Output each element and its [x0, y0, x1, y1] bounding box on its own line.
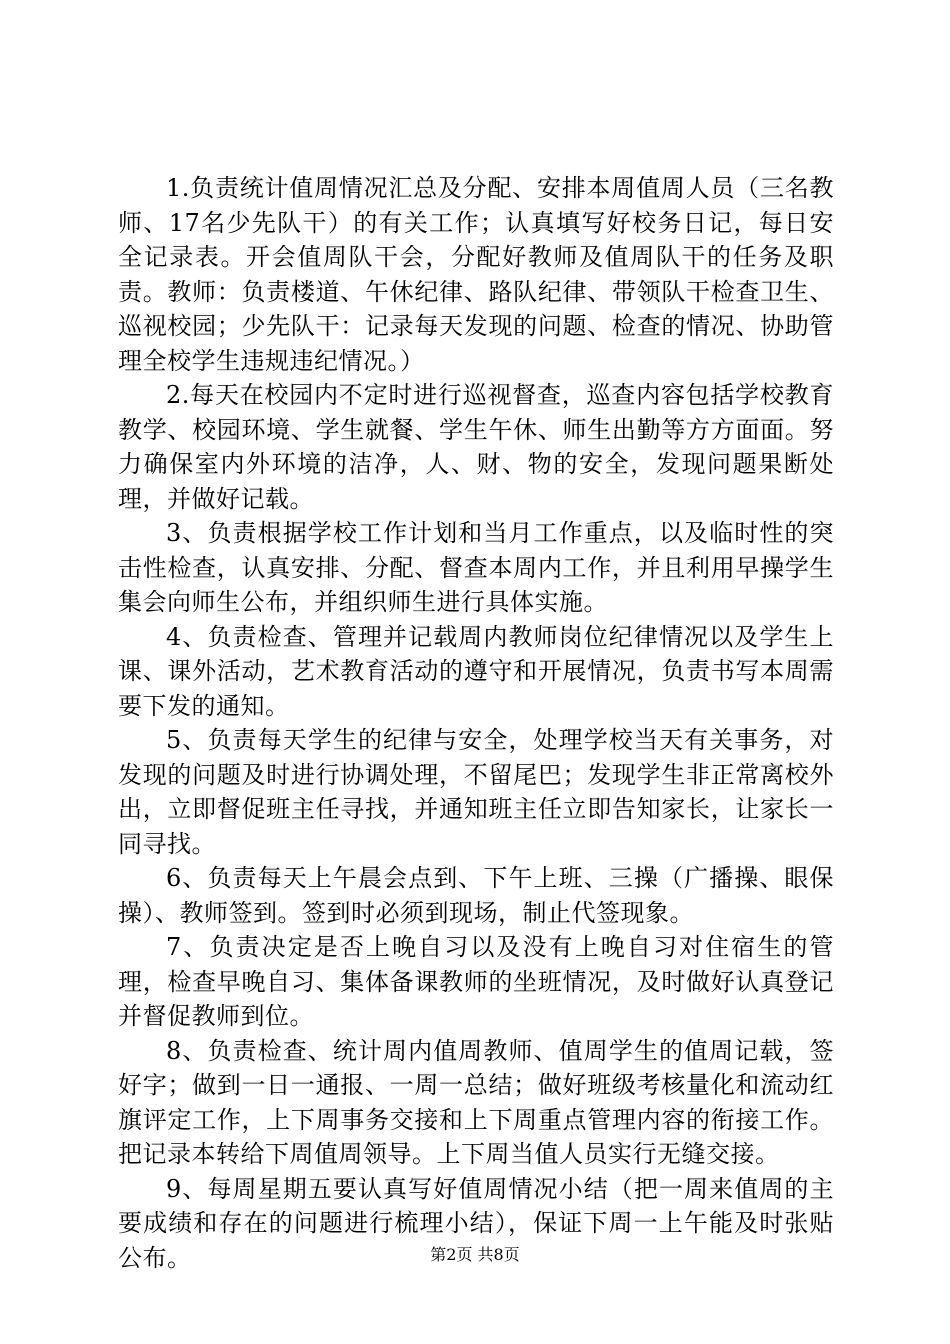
paragraph-8: 8、负责检查、统计周内值周教师、值周学生的值周记载，签好字；做到一日一通报、一周一总结；做好班级考核量化和流动红旗评定工作，上下周事务交接和上下周重点管理内容的衔接工作。把记录本转给下周值周领导。上下周当值人员实行无缝交接。 — [118, 1036, 834, 1168]
page-number-footer: 第2页 共8页 — [430, 1245, 520, 1264]
document-body — [118, 171, 834, 1275]
paragraph-2: 2.每天在校园内不定时进行巡视督查，巡查内容包括学校教育教学、校园环境、学生就餐、学生午休、师生出勤等方方面面。努力确保室内外环境的洁净，人、财、物的安全，发现问题果断处理，并做好记载。 — [118, 381, 834, 513]
paragraph-4: 4、负责检查、管理并记载周内教师岗位纪律情况以及学生上课、课外活动，艺术教育活动的遵守和开展情况，负责书写本周需要下发的通知。 — [118, 622, 834, 720]
paragraph-1: 1.负责统计值周情况汇总及分配、安排本周值周人员（三名教师、17名少先队干）的有关工作；认真填写好校务日记，每日安全记录表。开会值周队干会，分配好教师及值周队干的任务及职责。教师：负责楼道、午休纪律、路队纪律、带领队干检查卫生、巡视校园；少先队干：记录每天发现的问题、检查的情况、协助管理全校学生违规违纪情况。） — [118, 174, 834, 375]
paragraph-9: 9、每周星期五要认真写好值周情况小结（把一周来值周的主要成绩和存在的问题进行梳理小结），保证下周一上午能及时张贴公布。 — [118, 1174, 834, 1272]
paragraph-7: 7、负责决定是否上晚自习以及没有上晚自习对住宿生的管理，检查早晚自习、集体备课教师的坐班情况，及时做好认真登记并督促教师到位。 — [118, 933, 834, 1030]
paragraph-3: 3、负责根据学校工作计划和当月工作重点，以及临时性的突击性检查，认真安排、分配、督查本周内工作，并且利用早操学生集会向师生公布，并组织师生进行具体实施。 — [118, 519, 834, 616]
paragraph-5: 5、负责每天学生的纪律与安全，处理学校当天有关事务，对发现的问题及时进行协调处理，不留尾巴；发现学生非正常离校外出，立即督促班主任寻找，并通知班主任立即告知家长，让家长一同寻找。 — [118, 726, 834, 858]
paragraph-6: 6、负责每天上午晨会点到、下午上班、三操（广播操、眼保操）、教师签到。签到时必须到现场，制止代签现象。 — [118, 864, 834, 927]
